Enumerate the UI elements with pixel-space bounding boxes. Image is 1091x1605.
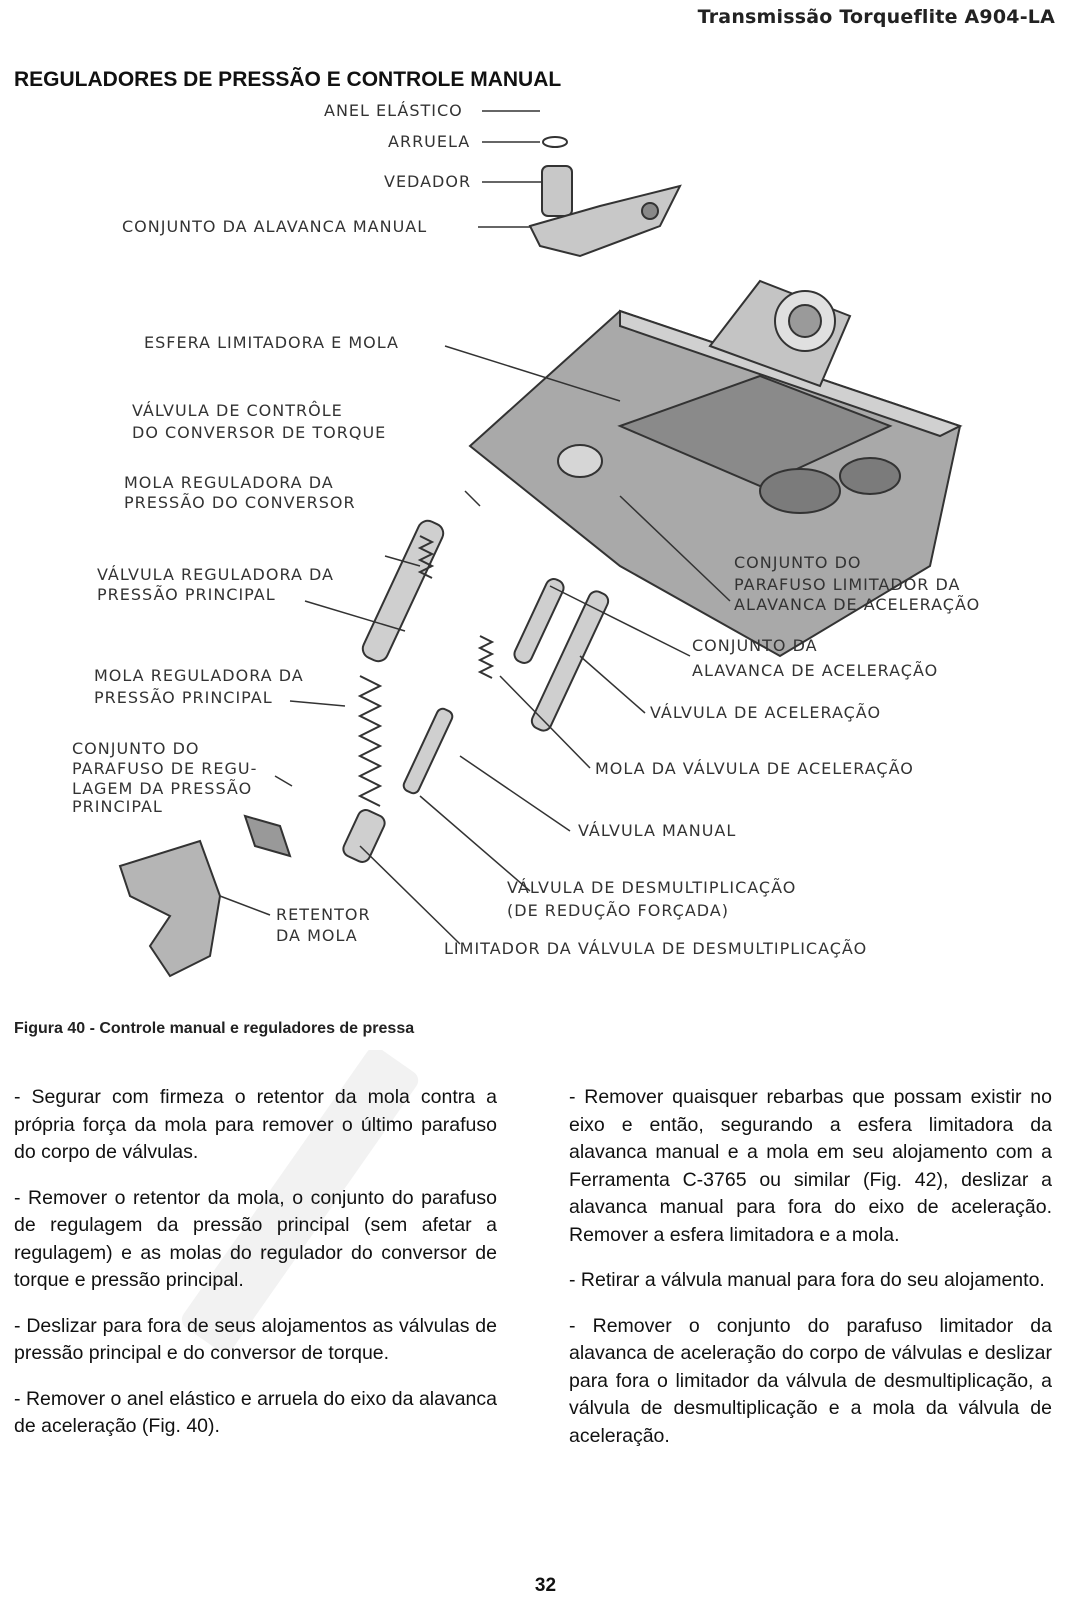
paragraph: - Deslizar para fora de seus alojamentos as válvulas de pressão principal e do conversor de torque. [14,1314,497,1364]
label-parafuso-reg-3: LAGEM DA PRESSÃO [72,779,253,798]
label-esfera-limitadora: ESFERA LIMITADORA E MOLA [144,333,399,352]
label-valvula-manual: VÁLVULA MANUAL [578,821,737,840]
label-valvula-controle-1: VÁLVULA DE CONTRÔLE [132,401,343,420]
paragraph: - Remover quaisquer rebarbas que possam existir no eixo e então, segurando a esfera limitadora da alavanca manual e a mola em seu alojamento com a Ferramenta C-3765 ou similar (Fig. 42), deslizar a alavanca manual para fora do eixo de aceleração. Remover a esfera limitadora e a mola. [569,1086,1052,1246]
label-valvula-aceleracao: VÁLVULA DE ACELERAÇÃO [650,703,882,722]
paragraph: - Remover o conjunto do parafuso limitador da alavanca de aceleração do corpo de válvulas e deslizar para fora o limitador da válvula de desmultiplicação, a válvula de desmultiplicação e a mola da válvula de aceleração. [569,1314,1052,1447]
text-column-left [14,1084,497,1459]
label-conjunto-alavanca-manual: CONJUNTO DA ALAVANCA MANUAL [122,217,428,236]
text-column-right [569,1084,1052,1468]
label-parafuso-limitador-3: ALAVANCA DE ACELERAÇÃO [734,595,981,614]
label-valvula-controle-2: DO CONVERSOR DE TORQUE [132,423,387,442]
paragraph: - Segurar com firmeza o retentor da mola contra a própria força da mola para remover o último parafuso do corpo de válvulas. [14,1086,497,1163]
label-retentor-2: DA MOLA [276,926,358,945]
label-mola-reg-principal-2: PRESSÃO PRINCIPAL [94,688,273,707]
label-limitador-desmult: LIMITADOR DA VÁLVULA DE DESMULTIPLICAÇÃO [444,939,868,958]
label-retentor-1: RETENTOR [276,905,371,924]
label-parafuso-reg-2: PARAFUSO DE REGU- [72,759,258,778]
label-arruela: ARRUELA [388,132,471,151]
paragraph: - Remover o retentor da mola, o conjunto do parafuso de regulagem da pressão principal (sem afetar a regulagem) e as molas do regulador do conversor de torque e pressão principal. [14,1186,497,1291]
label-mola-reg-principal-1: MOLA REGULADORA DA [94,666,304,685]
label-parafuso-limitador-1: CONJUNTO DO [734,553,862,572]
page-number: 32 [534,1575,557,1596]
label-valvula-desmult-1: VÁLVULA DE DESMULTIPLICAÇÃO [507,878,797,897]
document-header-title: Transmissão Torqueflite A904-LA [697,6,1055,28]
label-anel-elastico: ANEL ELÁSTICO [324,101,463,120]
section-title: REGULADORES DE PRESSÃO E CONTROLE MANUAL [14,68,562,91]
paragraph: - Remover o anel elástico e arruela do eixo da alavanca de aceleração (Fig. 40). [14,1387,497,1437]
label-alavanca-aceleracao-2: ALAVANCA DE ACELERAÇÃO [692,661,939,680]
exploded-view-figure [60,96,1050,1016]
label-valvula-desmult-2: (DE REDUÇÃO FORÇADA) [507,901,729,920]
label-valvula-reg-principal-2: PRESSÃO PRINCIPAL [97,585,276,604]
label-mola-reg-conversor-1: MOLA REGULADORA DA [124,473,334,492]
label-parafuso-limitador-2: PARAFUSO LIMITADOR DA [734,575,961,594]
label-valvula-reg-principal-1: VÁLVULA REGULADORA DA [97,565,334,584]
figure-caption: Figura 40 - Controle manual e reguladores de pressa [14,1020,415,1037]
label-mola-reg-conversor-2: PRESSÃO DO CONVERSOR [124,493,356,512]
label-parafuso-reg-4: PRINCIPAL [72,797,163,816]
label-alavanca-aceleracao-1: CONJUNTO DA [692,636,818,655]
paragraph: - Retirar a válvula manual para fora do seu alojamento. [569,1269,1045,1291]
label-mola-valvula-aceleracao: MOLA DA VÁLVULA DE ACELERAÇÃO [595,759,914,778]
manual-lever-drawing [530,137,680,256]
valve-body-illustration [60,96,1050,1016]
label-vedador: VEDADOR [384,172,472,191]
label-parafuso-reg-1: CONJUNTO DO [72,739,200,758]
